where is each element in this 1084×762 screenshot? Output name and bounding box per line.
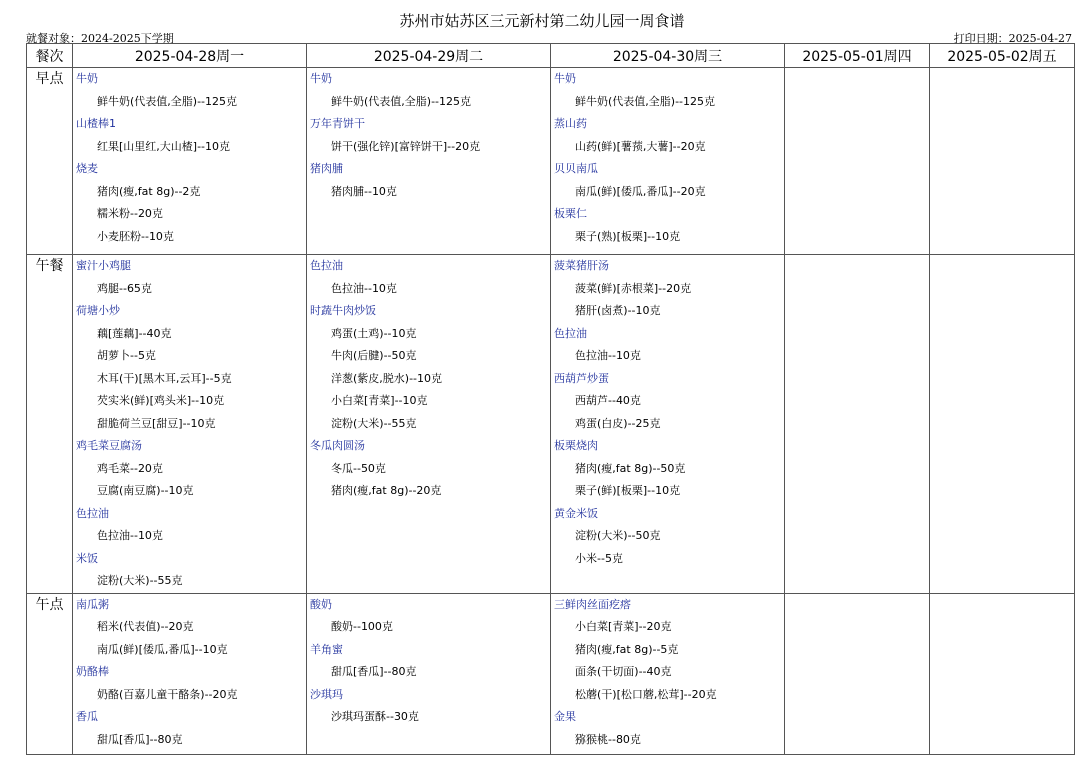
ingredient-line: 冬瓜--50克 xyxy=(331,461,386,475)
day-header: 2025-04-30周三 xyxy=(551,44,785,68)
menu-cell xyxy=(551,593,785,754)
dish-name: 蒸山药 xyxy=(554,117,587,130)
menu-cell xyxy=(551,255,785,594)
menu-table xyxy=(26,43,1075,755)
ingredient-line: 小白菜[青菜]--20克 xyxy=(575,620,672,633)
day-header: 2025-05-02周五 xyxy=(930,44,1075,68)
dish-name: 羊角蜜 xyxy=(310,642,343,656)
ingredient-line: 豆腐(南豆腐)--10克 xyxy=(97,484,194,497)
dish-name: 牛奶 xyxy=(76,72,98,85)
day-header: 2025-04-28周一 xyxy=(73,44,307,68)
dish-name: 奶酪棒 xyxy=(76,665,109,678)
ingredient-line: 鲜牛奶(代表值,全脂)--125克 xyxy=(575,94,716,108)
ingredient-line: 糯米粉--20克 xyxy=(97,207,163,220)
ingredient-line: 奶酪(百嘉儿童干酪条)--20克 xyxy=(97,687,238,701)
ingredient-line: 鲜牛奶(代表值,全脂)--125克 xyxy=(97,94,238,108)
menu-cell xyxy=(307,593,551,754)
menu-cell xyxy=(930,255,1075,594)
menu-cell xyxy=(785,593,930,754)
menu-cell xyxy=(930,68,1075,255)
dish-name: 色拉油 xyxy=(76,506,109,520)
dish-name: 南瓜粥 xyxy=(76,597,109,611)
meal-row xyxy=(27,68,1075,255)
dish-name: 牛奶 xyxy=(554,72,576,85)
ingredient-line: 鸡蛋(土鸡)--10克 xyxy=(331,326,417,340)
ingredient-line: 栗子(鲜)[板栗]--10克 xyxy=(575,484,681,497)
ingredient-line: 猪肉(瘦,fat 8g)--20克 xyxy=(331,484,442,497)
dish-name: 三鲜肉丝面疙瘩 xyxy=(554,597,631,611)
ingredient-line: 南瓜(鲜)[倭瓜,番瓜]--20克 xyxy=(575,184,706,198)
menu-cell xyxy=(73,255,307,594)
ingredient-line: 山药(鲜)[薯蓣,大薯]--20克 xyxy=(575,139,706,153)
ingredient-line: 甜瓜[香瓜]--80克 xyxy=(331,665,417,678)
dish-name: 黄金米饭 xyxy=(554,506,598,520)
meal-label: 午点 xyxy=(27,593,73,754)
ingredient-line: 猪肉脯--10克 xyxy=(331,184,397,198)
ingredient-line: 鸡腿--65克 xyxy=(97,281,152,295)
dish-name: 猪肉脯 xyxy=(310,162,343,175)
dish-name: 时蔬牛肉炒饭 xyxy=(310,304,376,317)
meal-row xyxy=(27,593,1075,754)
header-row xyxy=(27,44,1075,68)
ingredient-line: 小白菜[青菜]--10克 xyxy=(331,394,428,407)
ingredient-line: 淀粉(大米)--50克 xyxy=(575,529,661,542)
ingredient-line: 西葫芦--40克 xyxy=(575,394,641,407)
meal-row xyxy=(27,255,1075,594)
ingredient-line: 猪肉(瘦,fat 8g)--5克 xyxy=(575,642,679,656)
corner-header: 餐次 xyxy=(27,44,73,68)
ingredient-line: 小麦胚粉--10克 xyxy=(97,229,174,243)
ingredient-line: 木耳(干)[黑木耳,云耳]--5克 xyxy=(97,371,232,385)
dish-name: 荷塘小炒 xyxy=(76,304,120,317)
meal-label: 午餐 xyxy=(27,255,73,594)
ingredient-line: 稻米(代表值)--20克 xyxy=(97,620,194,633)
ingredient-line: 甜瓜[香瓜]--80克 xyxy=(97,732,183,746)
ingredient-line: 色拉油--10克 xyxy=(331,281,397,295)
menu-cell xyxy=(551,68,785,255)
dish-name: 板栗烧肉 xyxy=(554,439,598,452)
ingredient-line: 色拉油--10克 xyxy=(575,349,641,362)
menu-cell xyxy=(307,255,551,594)
dish-name: 板栗仁 xyxy=(554,207,587,220)
dish-name: 山楂棒1 xyxy=(76,117,116,130)
dish-name: 沙琪玛 xyxy=(310,687,343,701)
dish-name: 酸奶 xyxy=(310,597,332,611)
print-date: 打印日期：2025-04-27 xyxy=(953,32,1072,45)
day-header: 2025-04-29周二 xyxy=(307,44,551,68)
ingredient-line: 面条(干切面)--40克 xyxy=(575,665,672,678)
ingredient-line: 淀粉(大米)--55克 xyxy=(331,416,417,430)
ingredient-line: 淀粉(大米)--55克 xyxy=(97,574,183,587)
dish-name: 万年青饼干 xyxy=(310,117,365,130)
ingredient-line: 色拉油--10克 xyxy=(97,529,163,542)
menu-cell xyxy=(785,68,930,255)
ingredient-line: 牛肉(后腱)--50克 xyxy=(331,349,417,362)
ingredient-line: 猪肉(瘦,fat 8g)--50克 xyxy=(575,461,686,475)
dish-name: 菠菜猪肝汤 xyxy=(554,259,609,272)
ingredient-line: 鸡蛋(白皮)--25克 xyxy=(575,416,661,430)
menu-cell xyxy=(930,593,1075,754)
menu-cell xyxy=(307,68,551,255)
menu-cell xyxy=(785,255,930,594)
ingredient-line: 松蘑(干)[松口蘑,松茸]--20克 xyxy=(575,687,717,701)
dish-name: 蜜汁小鸡腿 xyxy=(76,259,131,272)
ingredient-line: 猪肉(瘦,fat 8g)--2克 xyxy=(97,184,201,198)
ingredient-line: 鸡毛菜--20克 xyxy=(97,461,163,475)
dish-name: 香瓜 xyxy=(76,710,98,723)
dish-name: 贝贝南瓜 xyxy=(554,162,598,175)
ingredient-line: 藕[莲藕]--40克 xyxy=(97,326,172,340)
meal-label: 早点 xyxy=(27,68,73,255)
ingredient-line: 猕猴桃--80克 xyxy=(575,732,641,746)
dish-name: 色拉油 xyxy=(554,326,587,340)
ingredient-line: 栗子(熟)[板栗]--10克 xyxy=(575,229,681,243)
dish-name: 西葫芦炒蛋 xyxy=(554,371,609,385)
ingredient-line: 菠菜(鲜)[赤根菜]--20克 xyxy=(575,281,692,295)
ingredient-line: 小米--5克 xyxy=(575,551,623,565)
dish-name: 冬瓜肉圆汤 xyxy=(310,439,365,452)
ingredient-line: 甜脆荷兰豆[甜豆]--10克 xyxy=(97,416,216,430)
day-header: 2025-05-01周四 xyxy=(785,44,930,68)
ingredient-line: 胡萝卜--5克 xyxy=(97,349,156,362)
ingredient-line: 南瓜(鲜)[倭瓜,番瓜]--10克 xyxy=(97,642,228,656)
ingredient-line: 饼干(强化锌)[富锌饼干]--20克 xyxy=(331,139,481,153)
menu-cell xyxy=(73,593,307,754)
dish-name: 米饭 xyxy=(76,551,98,565)
ingredient-line: 猪肝(卤煮)--10克 xyxy=(575,304,661,317)
ingredient-line: 芡实米(鲜)[鸡头米]--10克 xyxy=(97,394,225,407)
dish-name: 烧麦 xyxy=(76,162,98,175)
ingredient-line: 红果[山里红,大山楂]--10克 xyxy=(97,139,231,153)
dish-name: 鸡毛菜豆腐汤 xyxy=(76,439,142,452)
dish-name: 色拉油 xyxy=(310,259,343,272)
dish-name: 金果 xyxy=(554,710,576,723)
ingredient-line: 洋葱(紫皮,脱水)--10克 xyxy=(331,371,443,385)
dish-name: 牛奶 xyxy=(310,72,332,85)
menu-cell xyxy=(73,68,307,255)
audience-label: 就餐对象：2024-2025下学期 xyxy=(26,32,174,45)
ingredient-line: 沙琪玛蛋酥--30克 xyxy=(331,710,419,723)
page-title: 苏州市姑苏区三元新村第二幼儿园一周食谱 xyxy=(399,12,685,30)
ingredient-line: 酸奶--100克 xyxy=(331,620,393,633)
ingredient-line: 鲜牛奶(代表值,全脂)--125克 xyxy=(331,94,472,108)
